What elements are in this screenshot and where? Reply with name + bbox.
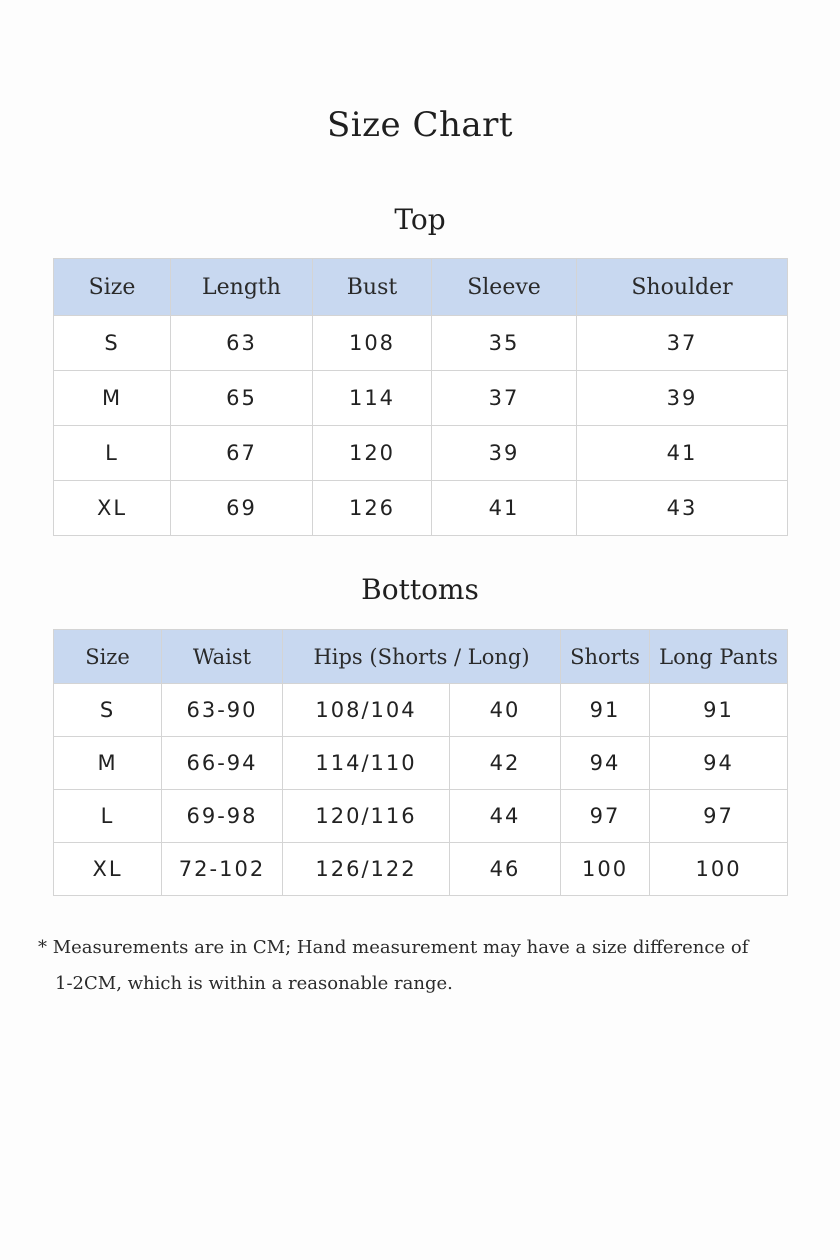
table-row <box>54 371 788 426</box>
table-row <box>54 737 788 790</box>
header-length: Length <box>171 259 313 316</box>
page-title: Size Chart <box>326 105 514 145</box>
table-cell: 94 <box>561 737 650 790</box>
table-cell: L <box>54 426 171 481</box>
table-cell: 120 <box>313 426 432 481</box>
table-cell: 46 <box>450 843 561 896</box>
table-cell: 114/110 <box>283 737 450 790</box>
top-size-table <box>53 258 788 536</box>
table-row <box>54 426 788 481</box>
note-line-2: 1-2CM, which is within a reasonable range. <box>55 973 453 994</box>
table-cell: 94 <box>650 737 788 790</box>
table-cell: 100 <box>561 843 650 896</box>
measurement-note <box>38 930 808 1002</box>
table-cell: M <box>54 737 162 790</box>
top-section-title: Top <box>394 203 446 236</box>
header-hips: Hips (Shorts / Long) <box>283 630 561 684</box>
table-header-row <box>54 259 788 316</box>
table-cell: 40 <box>450 684 561 737</box>
table-cell: 120/116 <box>283 790 450 843</box>
table-cell: 41 <box>432 481 577 536</box>
header-sleeve: Sleeve <box>432 259 577 316</box>
table-cell: 67 <box>171 426 313 481</box>
table-cell: 65 <box>171 371 313 426</box>
table-cell: 63 <box>171 316 313 371</box>
table-cell: S <box>54 684 162 737</box>
table-cell: 126/122 <box>283 843 450 896</box>
table-header-row <box>54 630 788 684</box>
table-cell: XL <box>54 843 162 896</box>
table-row <box>54 481 788 536</box>
bottoms-section-title: Bottoms <box>361 573 479 606</box>
header-size: Size <box>54 259 171 316</box>
table-cell: 35 <box>432 316 577 371</box>
table-cell: 69-98 <box>162 790 283 843</box>
header-bust: Bust <box>313 259 432 316</box>
header-shoulder: Shoulder <box>577 259 788 316</box>
table-cell: M <box>54 371 171 426</box>
table-cell: 69 <box>171 481 313 536</box>
table-cell: 114 <box>313 371 432 426</box>
header-size: Size <box>54 630 162 684</box>
table-cell: 108 <box>313 316 432 371</box>
table-cell: S <box>54 316 171 371</box>
table-cell: 42 <box>450 737 561 790</box>
table-cell: 100 <box>650 843 788 896</box>
table-cell: 126 <box>313 481 432 536</box>
table-cell: 41 <box>577 426 788 481</box>
table-cell: 97 <box>561 790 650 843</box>
table-cell: 91 <box>650 684 788 737</box>
table-cell: 108/104 <box>283 684 450 737</box>
header-shorts: Shorts <box>561 630 650 684</box>
table-cell: 44 <box>450 790 561 843</box>
table-cell: 63-90 <box>162 684 283 737</box>
header-waist: Waist <box>162 630 283 684</box>
table-cell: L <box>54 790 162 843</box>
table-row <box>54 684 788 737</box>
table-row <box>54 790 788 843</box>
table-cell: 39 <box>432 426 577 481</box>
header-long-pants: Long Pants <box>650 630 788 684</box>
table-cell: XL <box>54 481 171 536</box>
table-row <box>54 316 788 371</box>
bottoms-size-table <box>53 629 788 896</box>
table-cell: 72-102 <box>162 843 283 896</box>
table-cell: 43 <box>577 481 788 536</box>
table-cell: 37 <box>577 316 788 371</box>
table-cell: 66-94 <box>162 737 283 790</box>
table-cell: 37 <box>432 371 577 426</box>
table-cell: 39 <box>577 371 788 426</box>
table-cell: 91 <box>561 684 650 737</box>
note-line-1: * Measurements are in CM; Hand measurement may have a size difference of <box>38 937 749 958</box>
table-row <box>54 843 788 896</box>
table-cell: 97 <box>650 790 788 843</box>
